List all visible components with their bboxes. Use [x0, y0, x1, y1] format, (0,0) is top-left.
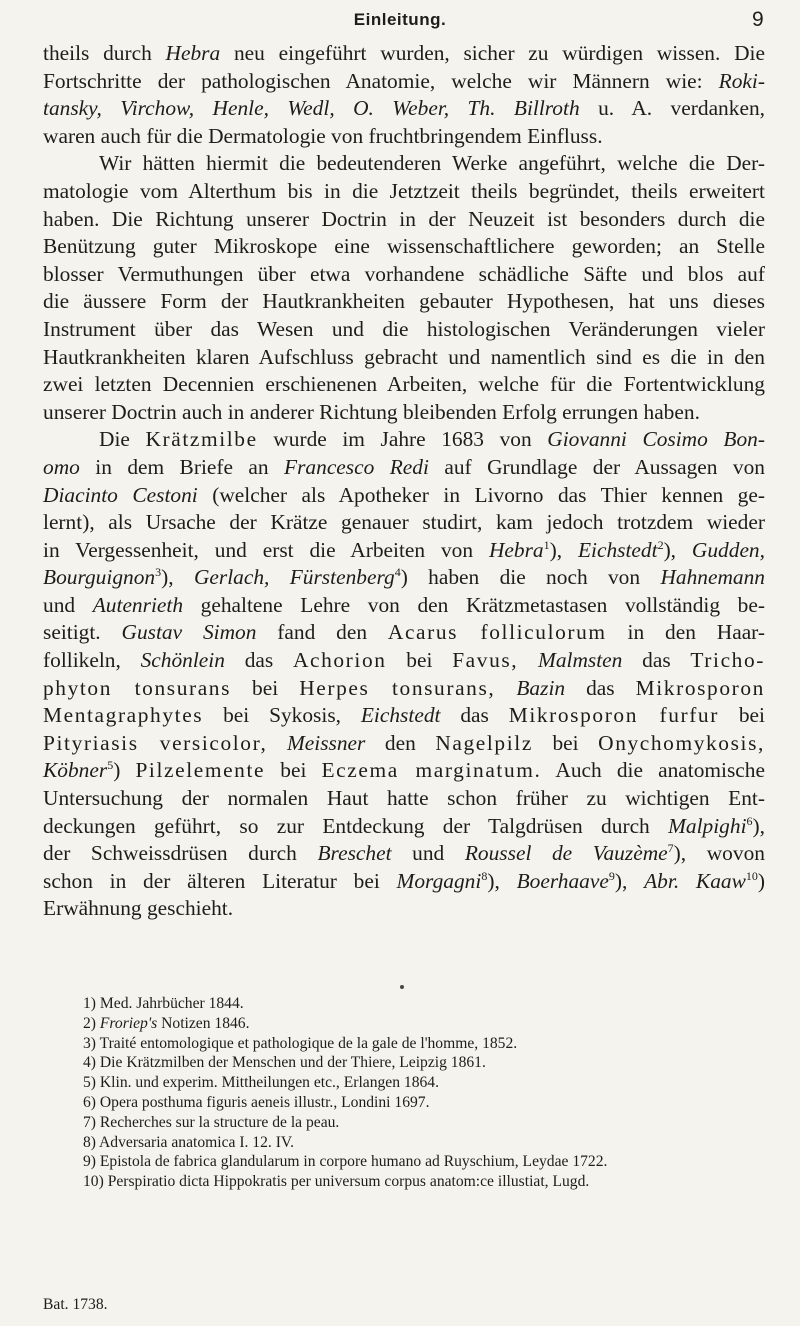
footnote: 10) Perspiratio dicta Hippokratis per universum corpus anatom:ce illustiat, Lugd.: [83, 1173, 590, 1191]
spaced-term: Eczema marginatum.: [321, 758, 542, 783]
text-line: Pityriasis versicolor, Meissner den Nagelpilz bei Onychomykosis,: [43, 730, 765, 755]
footnote-ref: 1: [543, 537, 550, 552]
footnote: 1) Med. Jahrbücher 1844.: [83, 995, 244, 1012]
footnote-mark: 6): [83, 1093, 96, 1111]
author-name: Malmsten: [538, 648, 623, 673]
author-name: Autenrieth: [92, 592, 184, 617]
author-name: Eichstedt: [577, 537, 658, 562]
running-head-title: Einleitung.: [353, 10, 447, 29]
text-line: die äussere Form der Hautkrankheiten gebauter Hypothesen, hat uns dieses: [43, 289, 765, 314]
author-name: Gudden,: [691, 537, 765, 562]
text-line: blosser Vermuthungen über etwa vorhandene schädliche Säfte und blos auf: [43, 261, 765, 286]
spaced-term: Krätzmilbe: [145, 427, 258, 452]
spaced-term: Onychomykosis,: [598, 730, 765, 755]
text-line: unserer Doctrin auch in anderer Richtung bleibenden Erfolg errungen haben.: [43, 399, 700, 424]
text-line: Köbner$^5$) Pilzelemente bei Eczema marginatum. Auch die anatomische: [43, 758, 765, 783]
text-line: lernt), als Ursache der Krätze genauer studirt, kam jedoch trotzdem wieder: [43, 510, 765, 535]
footnote-ref: 2: [657, 537, 664, 552]
footnote-mark: 10): [83, 1173, 104, 1191]
text-line: der Schweissdrüsen durch Breschet und Roussel de Vauzème$^7$), wovon: [43, 841, 765, 866]
text-line: Bourguignon$^3$), Gerlach, Fürstenberg$^4$) haben die noch von Hahnemann: [43, 565, 765, 590]
text-line: Instrument über das Wesen und die histologischen Veränderungen vieler: [43, 316, 765, 341]
author-name: Froriep's: [99, 1014, 158, 1032]
text-line: Erwähnung geschieht.: [43, 896, 234, 921]
spaced-term: Favus,: [452, 648, 519, 673]
text-line: phyton tonsurans bei Herpes tonsurans, Bazin das Mikrosporon: [43, 675, 765, 700]
text-line: seitigt. Gustav Simon fand den Acarus folliculorum in den Haar-: [43, 620, 766, 645]
author-name: Köbner: [43, 758, 108, 783]
author-name: Hahnemann: [660, 565, 765, 590]
footnote-mark: 5): [83, 1074, 96, 1092]
text-line: und Autenrieth gehaltene Lehre von den Krätzmetastasen vollständig be-: [43, 592, 765, 617]
paragraph-3: [43, 426, 765, 923]
text-line: matologie vom Alterthum bis in die Jetztzeit theils begründet, theils erweitert: [43, 178, 765, 203]
author-name: Morgagni: [396, 868, 482, 893]
author-name: Hebra: [488, 537, 544, 562]
author-name: Eichstedt: [360, 703, 441, 728]
text-line: Wir hätten hiermit die bedeutenderen Werke angeführt, welche die Der-: [99, 151, 765, 176]
footnote-mark: 3): [83, 1034, 96, 1052]
spaced-term: Mikrosporon: [635, 675, 765, 700]
footnote-mark: 7): [83, 1113, 96, 1131]
author-name: Boerhaave: [516, 868, 609, 893]
author-name: Diacinto Cestoni: [43, 482, 198, 507]
page-number: 9: [752, 8, 764, 31]
footnote-ref: 3: [155, 565, 162, 580]
text-line: Diacinto Cestoni (welcher als Apotheker in Livorno das Thier kennen ge-: [43, 482, 765, 507]
spaced-term: Acarus folliculorum: [387, 620, 607, 645]
footnote: 4) Die Krätzmilben der Menschen und der Thiere, Leipzig 1861.: [83, 1054, 486, 1072]
footnote-continuation: Bat. 1738.: [43, 1296, 108, 1313]
author-name: Breschet: [317, 841, 392, 866]
text-line: schon in der älteren Literatur bei Morgagni$^8$), Boerhaave$^9$), Abr. Kaaw$^{10}$): [43, 868, 765, 893]
text-line: deckungen geführt, so zur Entdeckung der Talgdrüsen durch Malpighi$^6$),: [43, 813, 765, 838]
spaced-term: Pityriasis versicolor,: [43, 730, 268, 755]
footnote-ref: 10: [745, 868, 758, 883]
text-line: zwei letzten Decennien erschienenen Arbeiten, welche für die Fortentwicklung: [43, 372, 765, 397]
spaced-term: Mentagraphytes: [43, 703, 204, 728]
text-line: follikeln, Schönlein das Achorion bei Favus, Malmsten das Tricho-: [43, 648, 765, 673]
spaced-term: Nagelpilz: [435, 730, 533, 755]
footnote-mark: 9): [83, 1153, 96, 1171]
footnote: 7) Recherches sur la structure de la peau.: [83, 1113, 340, 1131]
author-name: Francesco Redi: [284, 454, 429, 479]
footnote-mark: 4): [83, 1054, 96, 1072]
footnote-ref: 9: [608, 868, 615, 883]
text-line: Benützung guter Mikroskope eine wissenschaftlichere geworden; an Stelle: [43, 234, 765, 259]
spaced-term: Herpes tonsurans,: [299, 675, 496, 700]
footnote-divider-dot: [400, 985, 404, 989]
footnote-ref: 4: [394, 565, 401, 580]
footnote: 2) Froriep's Notizen 1846.: [83, 1014, 250, 1032]
running-head: [0, 8, 800, 36]
author-name: Roki-: [718, 68, 765, 93]
footnote-mark: 8): [83, 1133, 96, 1151]
author-name: Schönlein: [140, 648, 225, 673]
text-line: theils durch Hebra neu eingeführt wurden, sicher zu würdigen wissen. Die: [43, 41, 765, 65]
text-line: waren auch für die Dermatologie von fruchtbringendem Einfluss.: [43, 123, 603, 148]
author-name: Abr. Kaaw: [644, 868, 746, 893]
author-name: Meissner: [286, 730, 366, 755]
paragraph-2: [43, 150, 765, 426]
author-name: Malpighi: [668, 813, 747, 838]
footnote: 6) Opera posthuma figuris aeneis illustr., Londini 1697.: [83, 1093, 430, 1111]
footnote-mark: 2): [83, 1014, 96, 1032]
author-name: Giovanni Cosimo Bon-: [547, 427, 765, 452]
author-name: Hebra: [165, 41, 221, 65]
paragraph-1: [43, 40, 765, 150]
author-name: omo: [43, 454, 80, 479]
footnote: 5) Klin. und experim. Mittheilungen etc., Erlangen 1864.: [83, 1074, 439, 1092]
author-name: Gerlach, Fürstenberg: [193, 565, 395, 590]
footnote-ref: 6: [746, 813, 753, 828]
body-text: [43, 40, 765, 923]
author-name: Bazin: [516, 675, 566, 700]
text-line: Fortschritte der pathologischen Anatomie, welche wir Männern wie: Roki-: [43, 68, 765, 93]
footnote: 3) Traité entomologique et pathologique de la gale de l'homme, 1852.: [83, 1034, 518, 1052]
footnote-mark: 1): [83, 995, 96, 1012]
text-line: tansky, Virchow, Henle, Wedl, O. Weber, Th. Billroth u. A. verdanken,: [43, 96, 765, 121]
text-line: Mentagraphytes bei Sykosis, Eichstedt das Mikrosporon furfur bei: [43, 703, 765, 728]
spaced-term: Achorion: [292, 648, 387, 673]
author-name: Roussel de Vauzème: [464, 841, 668, 866]
text-line: in Vergessenheit, und erst die Arbeiten von Hebra$^1$), Eichstedt$^2$), Gudden,: [43, 537, 765, 562]
text-line: Die Krätzmilbe wurde im Jahre 1683 von Giovanni Cosimo Bon-: [99, 427, 765, 452]
spaced-term: Tricho-: [690, 648, 765, 673]
footnote: 8) Adversaria anatomica I. 12. IV.: [83, 1133, 295, 1151]
footnote-ref: 5: [107, 758, 114, 773]
spaced-term: phyton tonsurans: [43, 675, 232, 700]
text-line: Untersuchung der normalen Haut hatte schon früher zu wichtigen Ent-: [43, 786, 765, 811]
spaced-term: Mikrosporon furfur: [508, 703, 719, 728]
footnote-ref: 8: [481, 868, 488, 883]
footnotes: [83, 994, 773, 1192]
spaced-term: Pilzelemente: [135, 758, 266, 783]
author-names: tansky, Virchow, Henle, Wedl, O. Weber, Th. Billroth: [43, 96, 580, 121]
text-line: omo in dem Briefe an Francesco Redi auf Grundlage der Aussagen von: [43, 454, 765, 479]
text-line: haben. Die Richtung unserer Doctrin in der Neuzeit ist besonders durch die: [43, 206, 765, 231]
text-line: Hautkrankheiten klaren Aufschluss gebracht und namentlich sind es die in den: [43, 344, 765, 369]
author-name: Gustav Simon: [121, 620, 257, 645]
footnote: 9) Epistola de fabrica glandularum in corpore humano ad Ruyschium, Leydae 1722.: [83, 1153, 608, 1171]
footnote-ref: 7: [667, 841, 674, 856]
author-name: Bourguignon: [43, 565, 156, 590]
